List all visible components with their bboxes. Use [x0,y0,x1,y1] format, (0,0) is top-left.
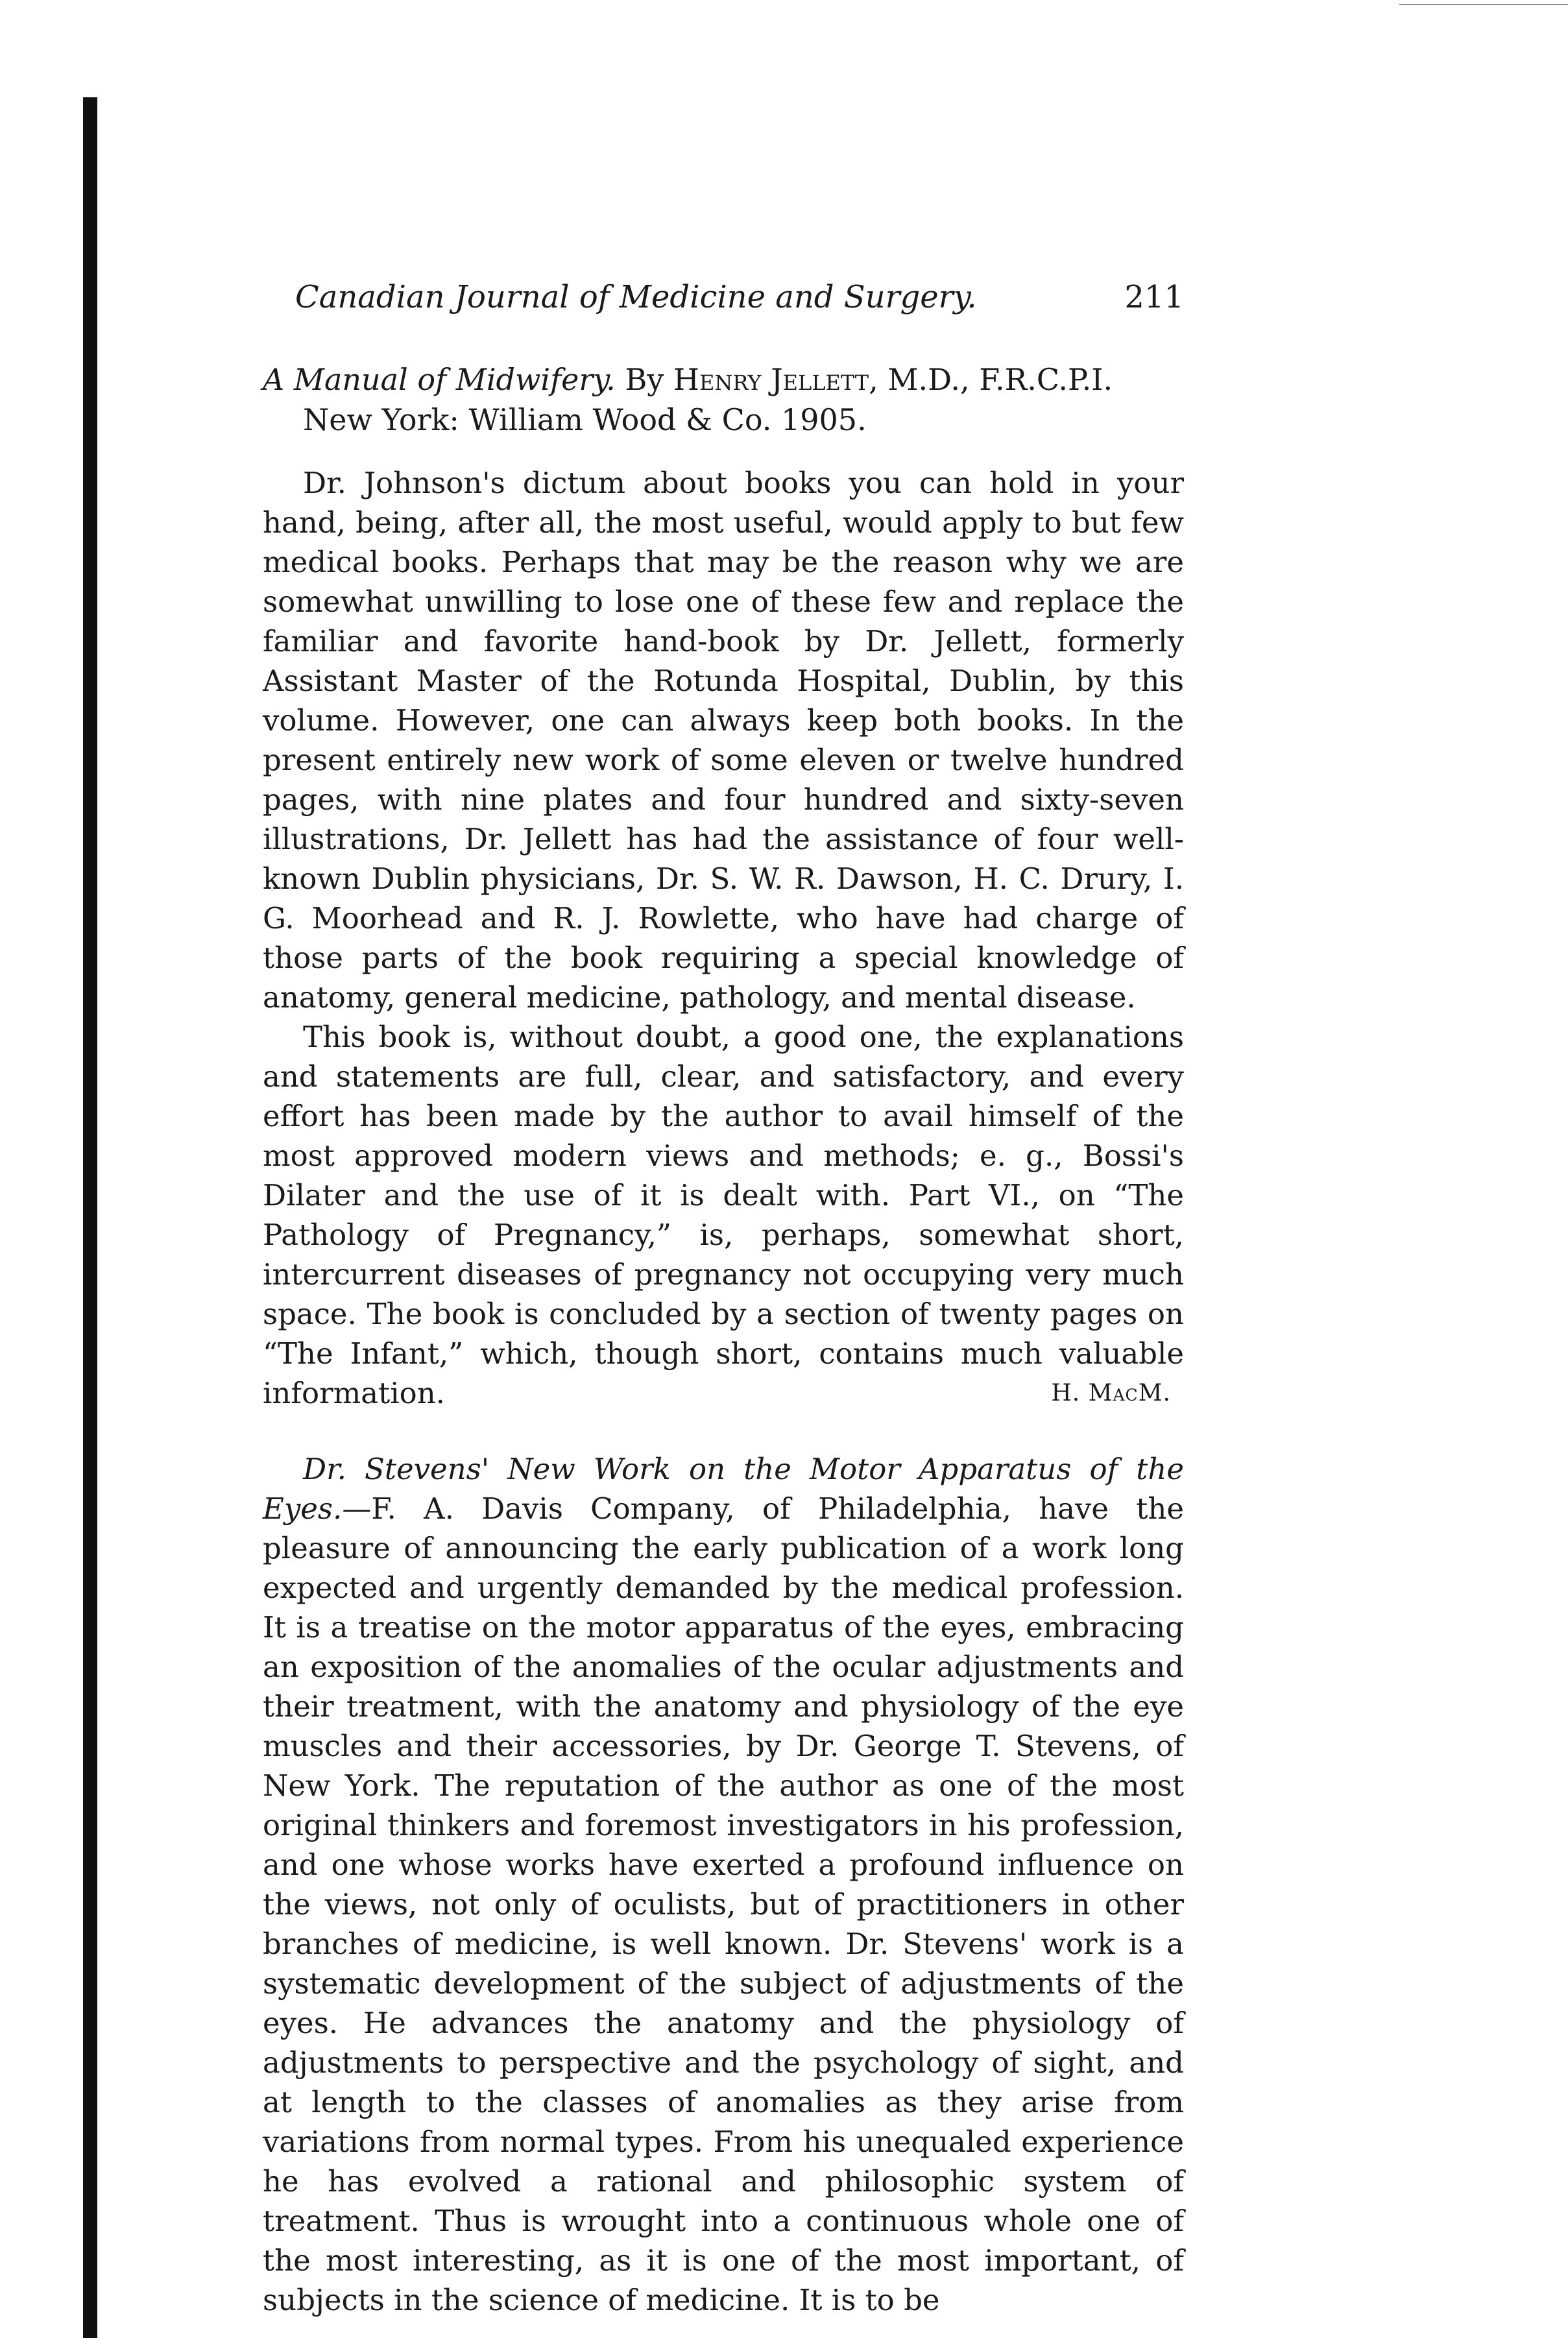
running-head [263,279,1184,319]
review-paragraph: This book is, without doubt, a good one, the explanations and statements are full, clear, and satisfactory, and every effort has been made by the author to avail himself of the most approved modern views and methods; e. g., Bossi's Dilater and the use of it is dealt with. Part VI., on “The Pathology of Pregnancy,” is, perhaps, somewhat short, intercurrent diseases of pregnancy not occupying very much space. The book is concluded by a section of twenty pages on “The Infant,” which, though short, contains much valuable information. [263,1020,1184,1410]
notice-heading: Dr. Stevens' New Work on the Motor Apparatus of the Eyes. [263,1452,1184,1526]
journal-page [263,279,1184,2320]
journal-title: Canadian Journal of Medicine and Surgery. [295,279,977,315]
review-title-line [263,359,1184,400]
section-break [263,1413,1184,1449]
reviewer-signature: H. MacM. [1051,1380,1171,1406]
review-paragraph: Dr. Johnson's dictum about books you can hold in your hand, being, after all, the most useful, would apply to but few medical books. Perhaps that may be the reason why we are somewhat unwilling to lose one of these few and replace the familiar and favorite hand-book by Dr. Jellett, formerly Assistant Master of the Rotunda Hospital, Dublin, by this volume. However, one can always keep both books. In the present entirely new work of some eleven or twelve hundred pages, with nine plates and four hundred and sixty-seven illustrations, Dr. Jellett has had the assistance of four well-known Dublin physicians, Dr. S. W. R. Dawson, H. C. Drury, I. G. Moorhead and R. J. Rowlette, who have had charge of those parts of the book requiring a special knowledge of anatomy, general medicine, pathology, and mental disease. [263,466,1184,1015]
book-title: A Manual of Midwifery. [263,362,616,397]
page-number: 211 [1124,279,1184,315]
book-author: Henry Jellett, M.D., F.R.C.P.I. [673,362,1113,397]
review-body [263,463,1184,1413]
by-word: By [625,362,664,397]
book-imprint: New York: William Wood & Co. 1905. [303,402,867,437]
notice-section [263,1449,1184,2320]
review-heading [263,359,1184,440]
notice-paragraph [263,1449,1184,2320]
binding-edge [83,97,97,2338]
top-edge-rule [1399,4,1568,5]
notice-body: —F. A. Davis Company, of Philadelphia, have the pleasure of announcing the early publication of a work long expected and urgently demanded by the medical profession. It is a treatise on the motor apparatus of the eyes, embracing an exposition of the anomalies of the ocular adjustments and their treatment, with the anatomy and physiology of the eye muscles and their accessories, by Dr. George T. Stevens, of New York. The reputation of the author as one of the most original thinkers and foremost investigators in his profession, and one whose works have exerted a profound influence on the views, not only of oculists, but of practitioners in other branches of medicine, is well known. Dr. Stevens' work is a systematic development of the subject of adjustments of the eyes. He advances the anatomy and the physiology of adjustments to perspective and the psychology of sight, and at length to the classes of anomalies as they arise from variations from normal types. From his unequaled experience he has evolved a rational and philosophic system of treatment. Thus is wrought into a continuous whole one of the most interesting, as it is one of the most important, of subjects in the science of medicine. It is to be [263,1491,1184,2317]
